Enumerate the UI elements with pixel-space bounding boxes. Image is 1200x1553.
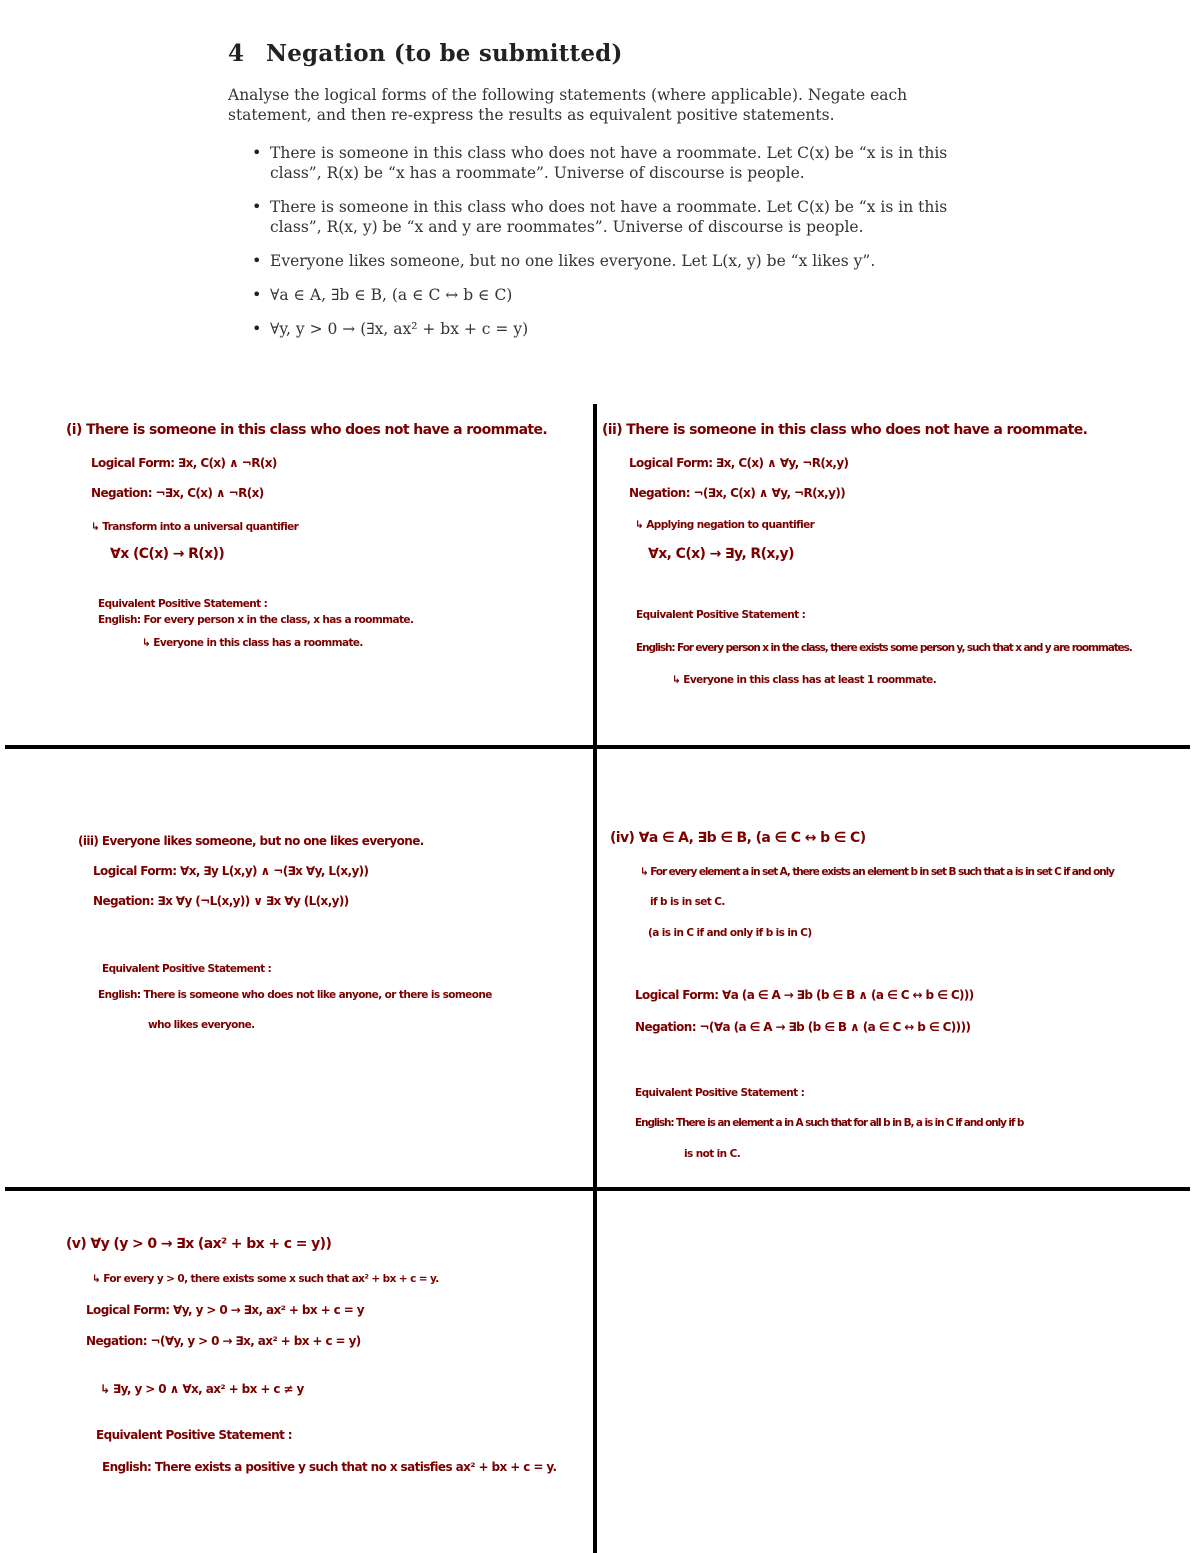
answer-iv-english-continued: is not in C. bbox=[684, 1148, 741, 1160]
answer-v-english: English: There exists a positive y such that no x satisfies ax² + bx + c = y. bbox=[102, 1460, 557, 1474]
answer-i-title: (i) There is someone in this class who does not have a roommate. bbox=[66, 422, 548, 438]
answer-iv-english: English: There is an element a in A such that for all b in B, a is in C if and only if b bbox=[635, 1117, 1024, 1129]
answer-v-note: ↳ For every y > 0, there exists some x such that ax² + bx + c = y. bbox=[92, 1273, 439, 1285]
horizontal-divider-bottom bbox=[5, 1187, 1190, 1191]
answer-iv-note-continued: if b is in set C. bbox=[650, 896, 725, 908]
answer-i-english: English: For every person x in the class, x has a roommate. bbox=[98, 614, 414, 626]
answer-v-logical-form: Logical Form: ∀y, y > 0 → ∃x, ax² + bx + c = y bbox=[86, 1303, 365, 1317]
answer-iv-title: (iv) ∀a ∈ A, ∃b ∈ B, (a ∈ C ↔ b ∈ C) bbox=[610, 830, 866, 846]
answer-ii-english-summary: ↳ Everyone in this class has at least 1 roommate. bbox=[672, 674, 937, 686]
answer-v-title: (v) ∀y (y > 0 → ∃x (ax² + bx + c = y)) bbox=[66, 1236, 332, 1252]
answer-iv-negation: Negation: ¬(∀a (a ∈ A → ∃b (b ∈ B ∧ (a ∈ C ↔ b ∈ C)))) bbox=[635, 1020, 971, 1034]
answer-i-equivalent-label: Equivalent Positive Statement : bbox=[98, 598, 268, 610]
answer-iv-note-paraphrase: (a is in C if and only if b is in C) bbox=[648, 927, 812, 939]
answer-ii-title: (ii) There is someone in this class who does not have a roommate. bbox=[602, 422, 1088, 438]
answer-ii-result: ∀x, C(x) → ∃y, R(x,y) bbox=[648, 546, 794, 562]
section-title: Negation (to be submitted) bbox=[266, 40, 623, 67]
answer-v-result: ↳ ∃y, y > 0 ∧ ∀x, ax² + bx + c ≠ y bbox=[100, 1382, 304, 1396]
answer-v-equivalent-label: Equivalent Positive Statement : bbox=[96, 1428, 293, 1442]
answer-ii-note: ↳ Applying negation to quantifier bbox=[635, 519, 815, 531]
answer-i-logical-form: Logical Form: ∃x, C(x) ∧ ¬R(x) bbox=[91, 456, 277, 470]
horizontal-divider-top bbox=[5, 745, 1190, 749]
statement-item: • ∀y, y > 0 → (∃x, ax² + bx + c = y) bbox=[252, 319, 988, 339]
answer-iv-equivalent-label: Equivalent Positive Statement : bbox=[635, 1087, 805, 1099]
answer-ii-english: English: For every person x in the class, there exists some person y, such that x and y are roommates. bbox=[636, 642, 1132, 654]
vertical-divider bbox=[593, 404, 597, 1553]
answer-iii-title: (iii) Everyone likes someone, but no one likes everyone. bbox=[78, 834, 424, 848]
answer-iv-logical-form: Logical Form: ∀a (a ∈ A → ∃b (b ∈ B ∧ (a ∈ C ↔ b ∈ C))) bbox=[635, 988, 974, 1002]
statement-item: • There is someone in this class who does not have a roommate. Let C(x) be “x is in this class”, R(x, y) be “x and y are roommates”. Universe of discourse is people. bbox=[252, 197, 988, 237]
section-heading bbox=[228, 40, 988, 67]
statement-item: • Everyone likes someone, but no one likes everyone. Let L(x, y) be “x likes y”. bbox=[252, 251, 988, 271]
problem-sheet bbox=[228, 40, 988, 353]
answer-iii-english: English: There is someone who does not like anyone, or there is someone bbox=[98, 989, 492, 1001]
answer-iii-english-continued: who likes everyone. bbox=[148, 1019, 255, 1031]
statement-list bbox=[228, 143, 988, 339]
answer-i-note: ↳ Transform into a universal quantifier bbox=[91, 521, 299, 533]
answer-iii-equivalent-label: Equivalent Positive Statement : bbox=[102, 963, 272, 975]
answer-iv-note: ↳ For every element a in set A, there exists an element b in set B such that a is in set C if and only bbox=[640, 866, 1114, 878]
answer-i-negation: Negation: ¬∃x, C(x) ∧ ¬R(x) bbox=[91, 486, 264, 500]
answer-i-result: ∀x (C(x) → R(x)) bbox=[110, 546, 225, 562]
statement-item: • There is someone in this class who does not have a roommate. Let C(x) be “x is in this class”, R(x) be “x has a roommate”. Universe of discourse is people. bbox=[252, 143, 988, 183]
answer-ii-equivalent-label: Equivalent Positive Statement : bbox=[636, 609, 806, 621]
answer-ii-logical-form: Logical Form: ∃x, C(x) ∧ ∀y, ¬R(x,y) bbox=[629, 456, 849, 470]
statement-item: • ∀a ∈ A, ∃b ∈ B, (a ∈ C ↔ b ∈ C) bbox=[252, 285, 988, 305]
answer-iii-negation: Negation: ∃x ∀y (¬L(x,y)) ∨ ∃x ∀y (L(x,y)) bbox=[93, 894, 349, 908]
answer-i-english-summary: ↳ Everyone in this class has a roommate. bbox=[142, 637, 363, 649]
answer-iii-logical-form: Logical Form: ∀x, ∃y L(x,y) ∧ ¬(∃x ∀y, L(x,y)) bbox=[93, 864, 369, 878]
section-intro: Analyse the logical forms of the following statements (where applicable). Negate each statement, and then re-express the results as equivalent positive statements. bbox=[228, 86, 908, 124]
section-number: 4 bbox=[228, 40, 245, 67]
answer-v-negation: Negation: ¬(∀y, y > 0 → ∃x, ax² + bx + c = y) bbox=[86, 1334, 361, 1348]
answer-ii-negation: Negation: ¬(∃x, C(x) ∧ ∀y, ¬R(x,y)) bbox=[629, 486, 846, 500]
